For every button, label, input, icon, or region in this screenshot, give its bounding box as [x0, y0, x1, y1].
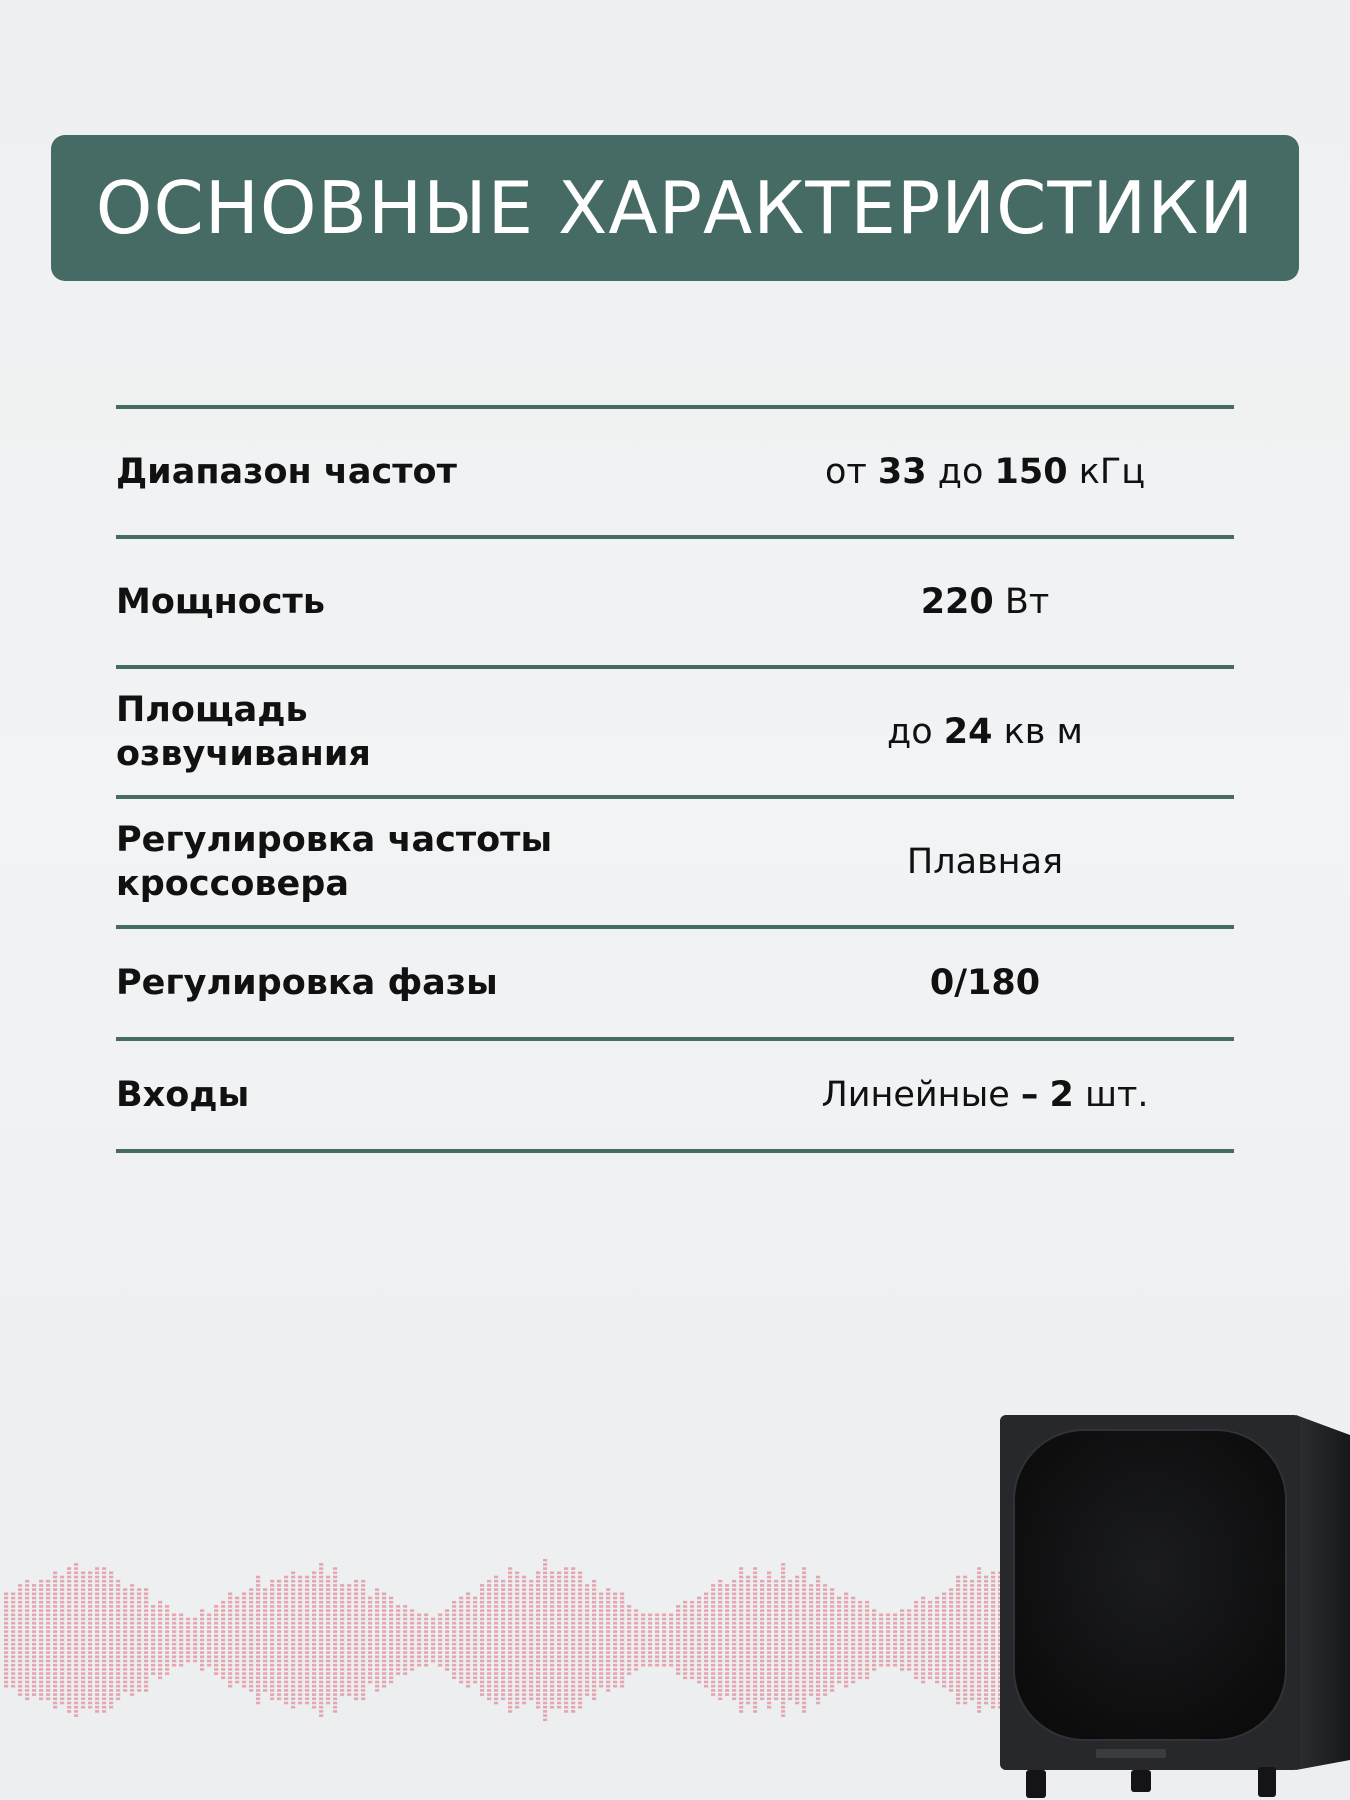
spec-value-part: кв м [992, 712, 1083, 752]
spec-label-line: Диапазон частот [116, 452, 457, 492]
spec-value-part: 33 [877, 452, 927, 492]
spec-label-line: Мощность [116, 582, 325, 622]
spec-row [116, 409, 1234, 535]
spec-value [676, 712, 1234, 752]
spec-value-part: Линейные [821, 1075, 1021, 1115]
spec-label [116, 1073, 676, 1117]
spec-row [116, 929, 1234, 1037]
spec-label-line: Площадь [116, 690, 308, 730]
spec-value [676, 452, 1234, 492]
spec-value [676, 963, 1234, 1003]
spec-value-part: 2 [1049, 1075, 1074, 1115]
spec-value-part: кГц [1067, 452, 1146, 492]
spec-row [116, 799, 1234, 925]
spec-value-part: Плавная [906, 842, 1064, 882]
spec-value [676, 1075, 1234, 1115]
spec-table [116, 405, 1234, 1153]
divider [116, 1149, 1234, 1153]
subwoofer-image [996, 1405, 1350, 1800]
spec-value-part: 150 [994, 452, 1068, 492]
spec-value [676, 842, 1234, 882]
spec-value-part: 24 [943, 712, 993, 752]
spec-label-line: кроссовера [116, 864, 349, 904]
spec-label-line: Входы [116, 1075, 250, 1115]
spec-label [116, 818, 676, 906]
sound-wave-decoration [0, 1555, 1010, 1725]
spec-label-line: Регулировка фазы [116, 963, 498, 1003]
spec-label-line: озвучивания [116, 734, 371, 774]
spec-value [676, 582, 1234, 622]
spec-value-part: Вт [993, 582, 1050, 622]
spec-row [116, 1041, 1234, 1149]
spec-label [116, 688, 676, 776]
spec-label-line: Регулировка частоты [116, 820, 553, 860]
spec-row [116, 669, 1234, 795]
spec-row [116, 539, 1234, 665]
spec-label [116, 961, 676, 1005]
spec-value-part: шт. [1073, 1075, 1149, 1115]
spec-value-part: 0/180 [929, 963, 1041, 1003]
spec-value-part: от [824, 452, 878, 492]
spec-value-part: до [887, 712, 944, 752]
spec-value-part: – [1020, 1075, 1039, 1115]
title-banner [51, 135, 1299, 281]
page-title: ОСНОВНЫЕ ХАРАКТЕРИСТИКИ [95, 166, 1255, 250]
spec-value-part: 220 [920, 582, 994, 622]
spec-value-part: до [926, 452, 995, 492]
spec-label [116, 450, 676, 494]
spec-label [116, 580, 676, 624]
spec-value-part [1038, 1075, 1049, 1115]
